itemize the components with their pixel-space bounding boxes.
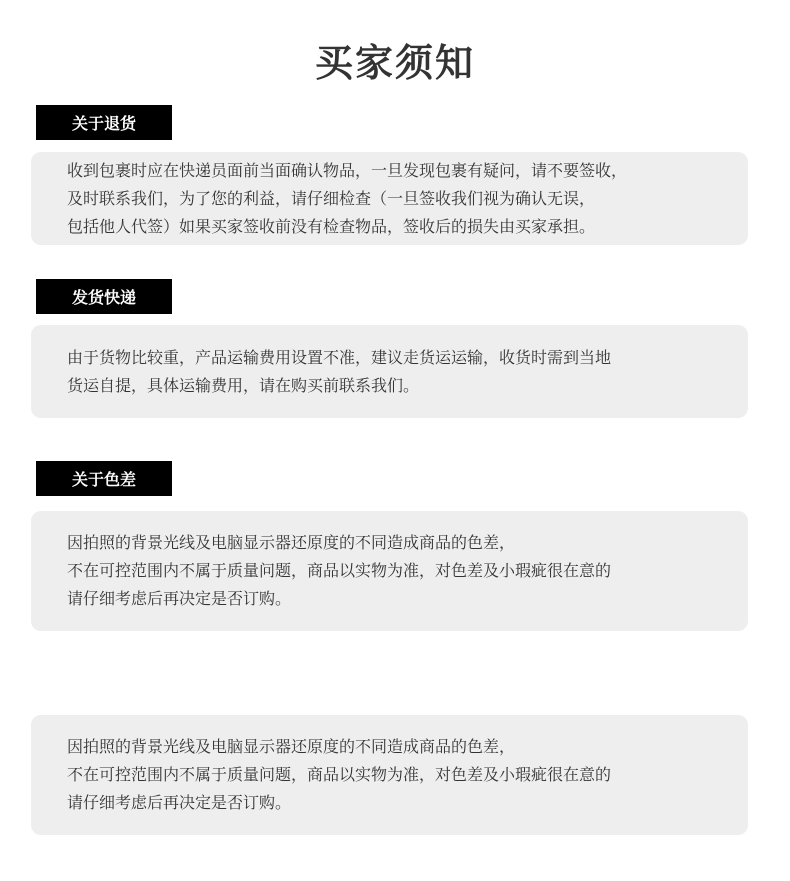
text-line: 收到包裹时应在快递员面前当面确认物品，一旦发现包裹有疑问，请不要签收， xyxy=(67,160,628,180)
extra-box-color-difference xyxy=(31,715,748,835)
section-box-color-difference xyxy=(31,511,748,631)
text-line: 请仔细考虑后再决定是否订购。 xyxy=(67,793,292,812)
section-tag-returns: 关于退货 xyxy=(36,105,172,140)
section-tag-shipping: 发货快递 xyxy=(36,279,172,314)
section-box-returns xyxy=(31,152,748,245)
text-line: 不在可控范围内不属于质量问题，商品以实物为准，对色差及小瑕疵很在意的 xyxy=(67,765,612,784)
text-line: 由于货物比较重，产品运输费用设置不准，建议走货运运输，收货时需到当地 xyxy=(67,347,612,367)
text-line: 及时联系我们，为了您的利益，请仔细检查（一旦签收我们视为确认无误， xyxy=(67,188,596,208)
text-line: 因拍照的背景光线及电脑显示器还原度的不同造成商品的色差， xyxy=(67,533,516,552)
section-box-shipping xyxy=(31,325,748,418)
text-line: 不在可控范围内不属于质量问题，商品以实物为准，对色差及小瑕疵很在意的 xyxy=(67,561,612,580)
section-tag-color-difference: 关于色差 xyxy=(36,461,172,496)
text-line: 因拍照的背景光线及电脑显示器还原度的不同造成商品的色差， xyxy=(67,737,516,756)
text-line: 请仔细考虑后再决定是否订购。 xyxy=(67,589,292,608)
text-line: 货运自提，具体运输费用，请在购买前联系我们。 xyxy=(67,375,420,395)
text-line: 包括他人代签）如果买家签收前没有检查物品，签收后的损失由买家承担。 xyxy=(67,216,596,236)
page-title: 买家须知 xyxy=(314,41,475,85)
